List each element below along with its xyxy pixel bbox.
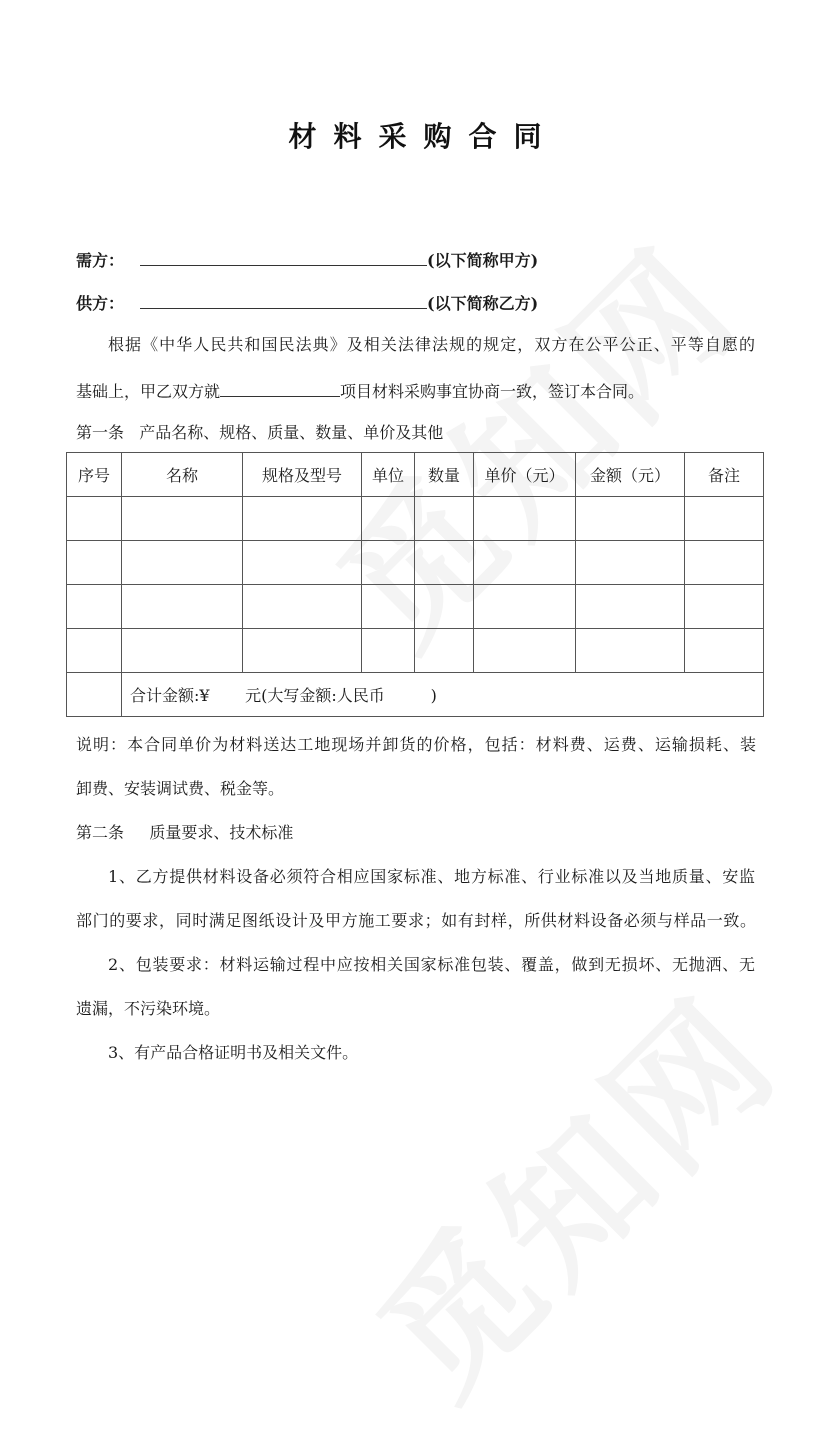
table-cell[interactable]	[685, 629, 764, 673]
column-header: 备注	[685, 453, 764, 497]
table-cell[interactable]	[122, 497, 243, 541]
table-cell[interactable]	[243, 541, 362, 585]
table-header-row	[67, 453, 764, 497]
column-header: 序号	[67, 453, 122, 497]
watermark	[324, 942, 816, 1434]
column-header: 数量	[415, 453, 474, 497]
table-cell[interactable]	[415, 629, 474, 673]
table-cell[interactable]	[576, 541, 685, 585]
article-2-item-2-line-1: 2、包装要求：材料运输过程中应按相关国家标准包装、覆盖，做到无损坏、无抛洒、无	[108, 955, 755, 974]
seller-suffix: (以下简称乙方)	[427, 294, 539, 313]
article-1-heading: 第一条 产品名称、规格、质量、数量、单价及其他	[76, 423, 444, 442]
buyer-name-field[interactable]	[140, 247, 427, 266]
total-row	[67, 673, 764, 717]
table-row	[67, 497, 764, 541]
table-cell[interactable]	[67, 497, 122, 541]
table-cell[interactable]	[474, 585, 576, 629]
table-cell[interactable]	[474, 541, 576, 585]
table-cell[interactable]	[576, 497, 685, 541]
article-2-item-2-line-2: 遗漏，不污染环境。	[76, 999, 221, 1018]
table-cell[interactable]	[474, 629, 576, 673]
column-header: 名称	[122, 453, 243, 497]
table-cell[interactable]	[685, 585, 764, 629]
table-row	[67, 541, 764, 585]
note-line-2: 卸费、安装调试费、税金等。	[76, 779, 285, 798]
column-header: 单位	[362, 453, 415, 497]
buyer-suffix: (以下简称甲方)	[427, 251, 539, 270]
table-cell[interactable]	[415, 541, 474, 585]
table-cell[interactable]	[122, 629, 243, 673]
buyer-label: 需方：	[76, 251, 125, 270]
seller-line	[76, 290, 538, 315]
buyer-line	[76, 247, 538, 272]
table-cell[interactable]	[243, 497, 362, 541]
note-line-1: 说明：本合同单价为材料送达工地现场并卸货的价格，包括：材料费、运费、运输损耗、装	[76, 735, 756, 754]
seller-label: 供方：	[76, 294, 125, 313]
table-cell[interactable]	[415, 497, 474, 541]
preamble-line-1: 根据《中华人民共和国民法典》及相关法律法规的规定，双方在公平公正、平等自愿的	[108, 335, 755, 354]
table-row	[67, 585, 764, 629]
table-cell[interactable]	[243, 629, 362, 673]
table-cell[interactable]	[685, 497, 764, 541]
column-header: 规格及型号	[243, 453, 362, 497]
table-cell[interactable]	[67, 585, 122, 629]
column-header: 金额（元）	[576, 453, 685, 497]
table-cell[interactable]	[362, 629, 415, 673]
table-cell[interactable]	[243, 585, 362, 629]
table-cell[interactable]	[67, 541, 122, 585]
table-cell[interactable]	[576, 585, 685, 629]
table-cell[interactable]	[415, 585, 474, 629]
table-cell[interactable]	[576, 629, 685, 673]
total-amount-cell[interactable]: 合计金额:¥ 元(大写金额:人民币 )	[122, 673, 764, 717]
total-index-cell	[67, 673, 122, 717]
table-row	[67, 629, 764, 673]
table-cell[interactable]	[362, 585, 415, 629]
preamble-line-2	[76, 378, 644, 403]
table-cell[interactable]	[122, 541, 243, 585]
table-cell[interactable]	[362, 497, 415, 541]
article-2-heading: 第二条 质量要求、技术标准	[76, 823, 294, 842]
table-cell[interactable]	[362, 541, 415, 585]
table-cell[interactable]	[685, 541, 764, 585]
table-cell[interactable]	[474, 497, 576, 541]
seller-name-field[interactable]	[140, 290, 427, 309]
table-cell[interactable]	[122, 585, 243, 629]
article-2-item-1-line-2: 部门的要求，同时满足图纸设计及甲方施工要求；如有封样，所供材料设备必须与样品一致。	[76, 911, 756, 930]
preamble-suffix: 项目材料采购事宜协商一致，签订本合同。	[340, 382, 645, 401]
column-header: 单价（元）	[474, 453, 576, 497]
preamble-prefix: 基础上，甲乙双方就	[76, 382, 221, 401]
table-cell[interactable]	[67, 629, 122, 673]
article-2-item-3: 3、有产品合格证明书及相关文件。	[108, 1043, 359, 1062]
article-2-item-1-line-1: 1、乙方提供材料设备必须符合相应国家标准、地方标准、行业标准以及当地质量、安监	[108, 867, 755, 886]
project-name-field[interactable]	[220, 378, 340, 397]
document-title: 材料采购合同	[288, 120, 559, 153]
goods-table	[66, 452, 764, 717]
